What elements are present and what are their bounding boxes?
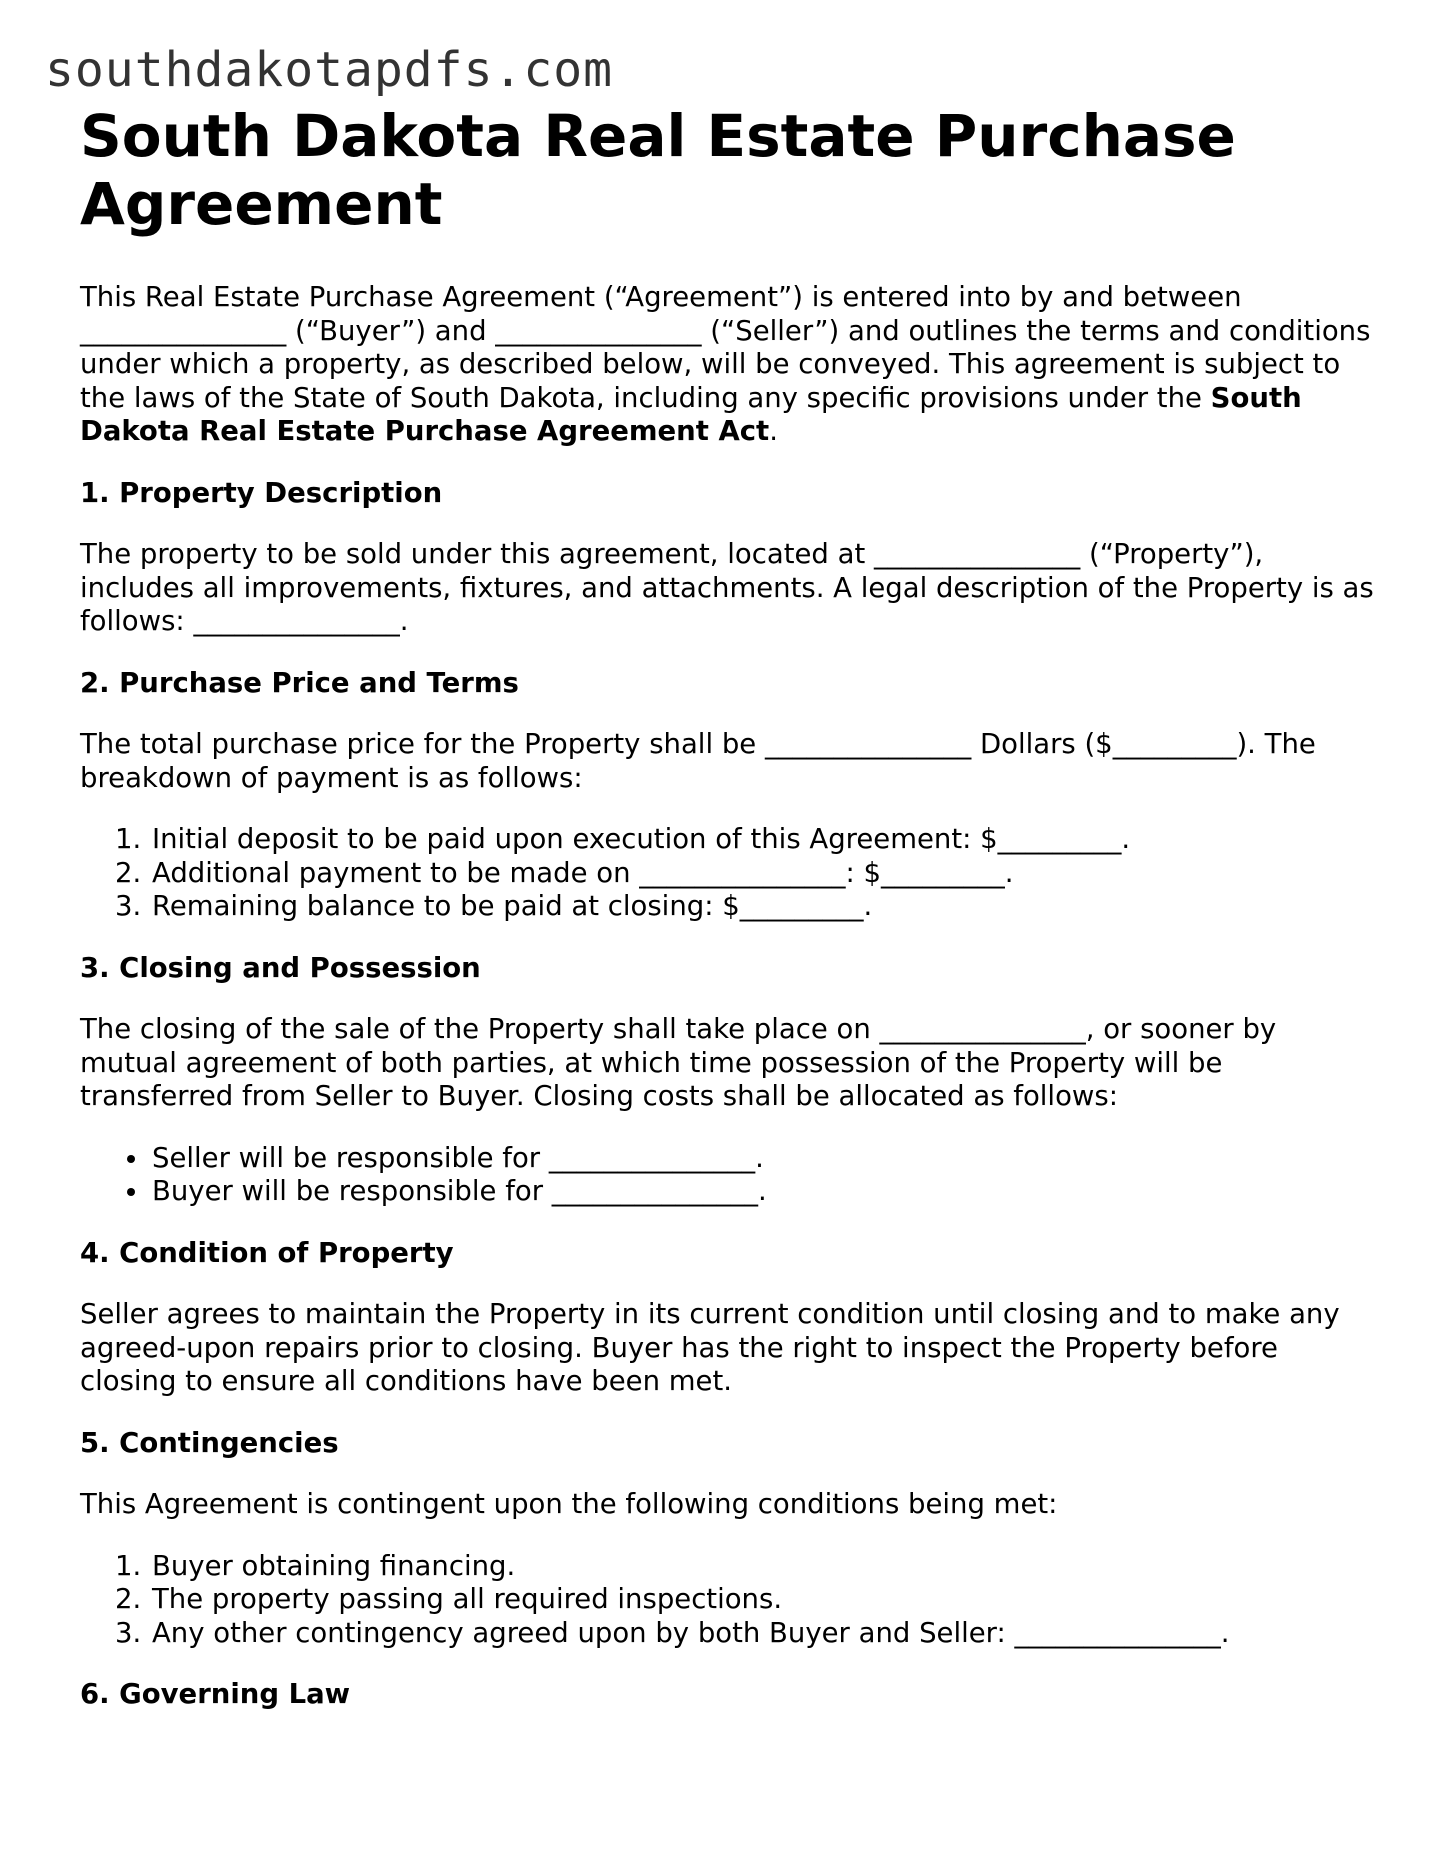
list-item: 1. Buyer obtaining financing. [150, 1550, 1380, 1584]
section-2-heading: 2. Purchase Price and Terms [80, 666, 519, 699]
closing-costs-list [80, 1142, 1380, 1209]
closing-date-blank: _______________ [879, 1013, 1086, 1045]
section-4-text: Seller agrees to maintain the Property in its current condition until closing and to make any agreed-upon repairs prior to closing. Buyer has the right to inspect the Property before closing to ensure all conditions have been met. [80, 1298, 1340, 1397]
section-3-text: The closing of the sale of the Property shall take place on _______________, or sooner by mutual agreement of both parties, at which time possession of the Property will be transferred from Seller to Buyer. Closing costs shall be allocated as follows: [80, 1013, 1277, 1112]
list-item: 2. The property passing all required inspections. [150, 1583, 1380, 1617]
section-5-heading: 5. Contingencies [80, 1426, 339, 1459]
contingencies-list [80, 1550, 1380, 1651]
section-3-heading: 3. Closing and Possession [80, 951, 481, 984]
intro-paragraph: This Real Estate Purchase Agreement (“Agreement”) is entered into by and between _______________ (“Buyer”) and _______________ (“Seller”) and outlines the terms and conditions under which a property, as described below, will be conveyed. This agreement is subject to the laws of the State of South Dakota, including any specific provisions under the South Dakota Real Estate Purchase Agreement Act. [80, 281, 1371, 447]
section-4-heading: 4. Condition of Property [80, 1236, 454, 1269]
list-item: 3. Remaining balance to be paid at closing: $_________. [150, 890, 1380, 924]
list-item: 2. Additional payment to be made on _______________: $_________. [150, 857, 1380, 891]
price-words-blank: _______________ [764, 728, 972, 760]
list-item: 1. Initial deposit to be paid upon execution of this Agreement: $_________. [150, 823, 1380, 857]
list-item: 3. Any other contingency agreed upon by both Buyer and Seller: _______________. [150, 1617, 1380, 1651]
section-6-heading: 6. Governing Law [80, 1678, 351, 1710]
section-2-text: The total purchase price for the Property shall be _______________ Dollars ($_________). The breakdown of payment is as follows: [80, 728, 1316, 794]
act-name: South Dakota Real Estate Purchase Agreement Act [80, 381, 1302, 447]
list-item: • Seller will be responsible for _______________. [150, 1142, 1380, 1176]
seller-blank: _______________ [495, 314, 702, 347]
site-watermark: southdakotapdfs.com [45, 42, 614, 98]
price-amount-blank: _________ [1112, 728, 1237, 760]
list-item: • Buyer will be responsible for _______________. [150, 1175, 1380, 1209]
payment-breakdown-list [80, 823, 1380, 924]
legal-description-blank: _______________ [193, 605, 400, 637]
property-location-blank: _______________ [873, 538, 1081, 570]
section-1-text: The property to be sold under this agreement, located at _______________ (“Property”), includes all improvements, fixtures, and attachments. A legal description of the Property is as follows: _______________. [80, 538, 1374, 637]
document-title: South Dakota Real Estate Purchase Agreement [80, 102, 1236, 238]
document-body [80, 102, 1380, 1712]
section-5-text: This Agreement is contingent upon the following conditions being met: [80, 1488, 1058, 1520]
section-1-heading: 1. Property Description [80, 476, 443, 509]
buyer-blank: _______________ [80, 314, 287, 347]
